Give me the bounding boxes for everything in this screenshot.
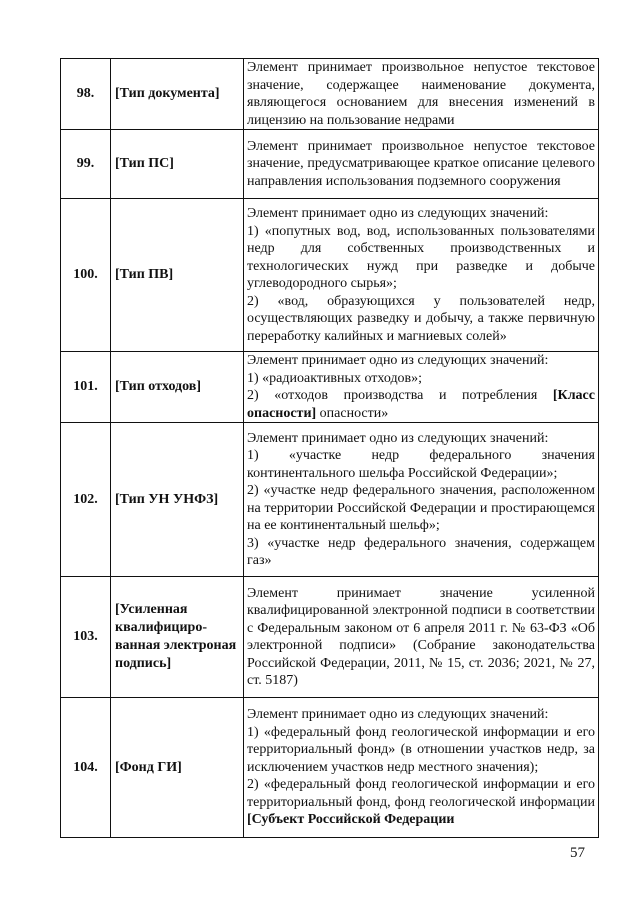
element-description (244, 423, 599, 577)
row-number: 101. (61, 352, 111, 423)
element-name: [Тип ПВ] (111, 199, 244, 352)
element-name: [Фонд ГИ] (111, 698, 244, 838)
table-row (61, 577, 599, 698)
table-row (61, 423, 599, 577)
description-paragraph: 1) «участке недр федерального значения континентального шельфа Российской Федерации»; (247, 448, 595, 481)
row-number: 103. (61, 577, 111, 698)
table-row (61, 698, 599, 838)
element-description (244, 352, 599, 423)
element-description (244, 698, 599, 838)
table-row (61, 199, 599, 352)
row-number: 99. (61, 130, 111, 199)
description-paragraph: 2) «вод, образующихся у пользователей недр, осуществляющих разведку и добычу, а также первичную переработку калийных и магниевых солей» (247, 293, 595, 344)
description-paragraph: Элемент принимает одно из следующих значений: (247, 353, 549, 368)
element-description (244, 577, 599, 698)
table-row (61, 130, 599, 199)
table-row (61, 59, 599, 130)
class-reference: [Класс опасности] (247, 388, 595, 421)
element-description (244, 59, 599, 130)
row-number: 100. (61, 199, 111, 352)
description-paragraph: Элемент принимает произвольное непустое текстовое значение, предусматривающее краткое описание целевого направления использования подземного сооружения (247, 138, 595, 189)
element-name: [Тип отходов] (111, 352, 244, 423)
description-paragraph: 1) «попутных вод, вод, использованных пользователями недр для собственных производственных и технологических нужд при разведке и добыче углеводородного сырья»; (247, 223, 595, 291)
element-name: [Усиленная квалифициро-ванная электроная подпись] (111, 577, 244, 698)
description-paragraph (247, 387, 595, 422)
description-paragraph: 1) «радиоактивных отходов»; (247, 370, 423, 386)
element-description (244, 199, 599, 352)
description-paragraph: 3) «участке недр федерального значения, содержащем газ» (247, 535, 595, 568)
description-text: опасности» (316, 405, 389, 421)
description-text: 2) «отходов производства и потребления (247, 388, 553, 403)
table-row (61, 352, 599, 423)
row-number: 104. (61, 698, 111, 838)
description-paragraph: Элемент принимает одно из следующих значений: (247, 430, 549, 446)
row-number: 98. (61, 59, 111, 130)
elements-table (60, 58, 599, 838)
element-name: [Тип УН УНФЗ] (111, 423, 244, 577)
element-name: [Тип документа] (111, 59, 244, 130)
description-paragraph: 1) «федеральный фонд геологической информации и его территориальный фонд» (в отношении участков недр, за исключением участков недр местного значения); (247, 724, 595, 775)
description-paragraph: Элемент принимает одно из следующих значений: (247, 707, 549, 723)
description-paragraph: Элемент принимает произвольное непустое текстовое значение, содержащее наименование документа, являющегося основанием для внесения изменений в лицензию на пользование недрами (247, 60, 595, 128)
description-text: 2) «федеральный фонд геологической информации и его территориальный фонд, фонд геологической информации (247, 777, 595, 810)
page-number: 57 (570, 845, 585, 861)
description-paragraph: Элемент принимает одно из следующих значений: (247, 206, 549, 221)
description-paragraph (247, 776, 595, 829)
element-description (244, 130, 599, 199)
description-paragraph: Элемент принимает значение усиленной квалифицированной электронной подписи в соответствии с Федеральным законом от 6 апреля 2011 г. № 63-ФЗ «Об электронной подписи» (Собрание законодательства Российской Федерации, 2011, № 15, ст. 2036; 2021, № 27, ст. 5187) (247, 585, 595, 688)
subject-reference: [Субъект Российской Федерации (247, 812, 455, 828)
row-number: 102. (61, 423, 111, 577)
description-paragraph: 2) «участке недр федерального значения, расположенном на территории Российской Федерации и простирающемся на ее континентальный шельф»; (247, 483, 595, 533)
element-name: [Тип ПС] (111, 130, 244, 199)
